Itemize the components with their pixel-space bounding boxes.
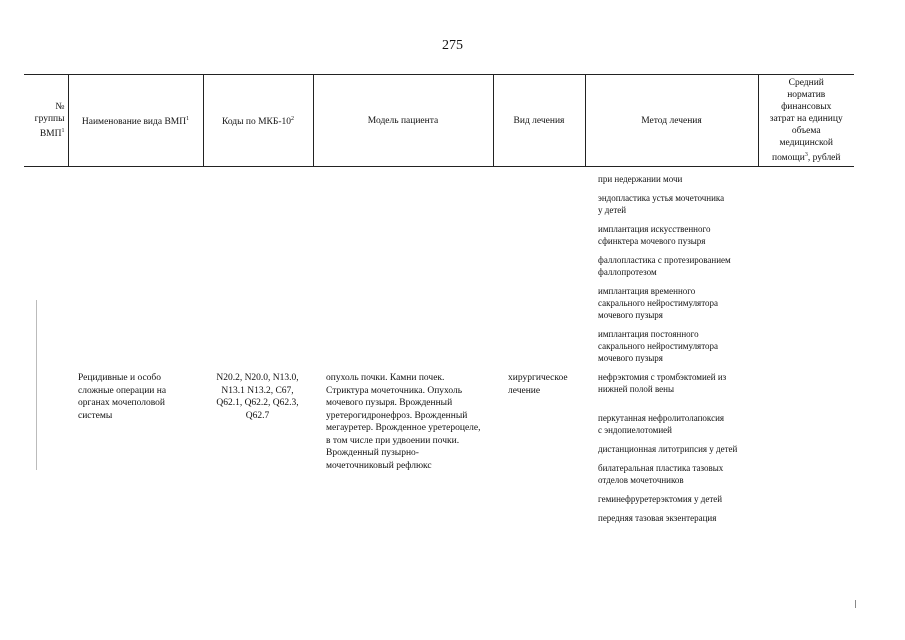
method-item: эндопластика устья мочеточника у детей <box>598 193 725 215</box>
header-vmp-name: Наименование вида ВМП$^1$ <box>68 75 203 167</box>
cell-icd-codes: N20.2, N20.0, N13.0, N13.1 N13.2, C67, Q62.1, Q62.2, Q62.3, Q62.7 <box>216 373 299 421</box>
method-item: при недержании мочи <box>598 174 683 184</box>
margin-line <box>36 300 37 470</box>
method-item: имплантация искусственного сфинктера мочевого пузыря <box>598 224 711 246</box>
method-item: фаллопластика с протезированием фаллопротезом <box>598 255 731 277</box>
method-item: имплантация постоянного сакрального нейростимулятора мочевого пузыря <box>598 329 719 363</box>
method-item: нефрэктомия с тромбэктомией из нижней полой вены <box>598 372 727 394</box>
cell-patient-model: опухоль почки. Камни почек. Стриктура мочеточника. Опухоль мочевого пузыря. Врожденный уретерогидронефроз. Врожденный мегауретер. Врожденное уретероцеле, в том числе при удвоении почки. Врожденный пузырно- мочеточниковый рефлюкс <box>326 373 481 471</box>
header-icd-codes: Коды по МКБ-$10^2$ <box>203 75 313 167</box>
scan-mark <box>855 600 856 608</box>
method-item: дистанционная литотрипсия у детей <box>598 444 738 454</box>
methods-list <box>598 173 768 531</box>
method-item: перкутанная нефролитолапоксия с эндопиелотомией <box>598 413 725 435</box>
header-treatment-method: Метод лечения <box>585 75 758 167</box>
header-group-number: № группы ВМП$^1$ <box>24 75 68 167</box>
method-item: передняя тазовая экзентерация <box>598 513 717 523</box>
table-header <box>24 74 854 167</box>
cell-vmp-name: Рецидивные и особо сложные операции на органах мочеполовой системы <box>78 373 167 421</box>
page-number: 275 <box>442 38 463 53</box>
method-item: геминефруретерэктомия у детей <box>598 494 723 504</box>
header-treatment-type: Вид лечения <box>493 75 585 167</box>
method-item: билатеральная пластика тазовых отделов мочеточников <box>598 463 724 485</box>
method-item: имплантация временного сакрального нейростимулятора мочевого пузыря <box>598 286 719 320</box>
cell-treatment-type: хирургическое лечение <box>508 373 568 396</box>
header-patient-model: Модель пациента <box>313 75 493 167</box>
header-cost: Средний норматив финансовых затрат на единицу объема медицинской помощи$^3$, рублей <box>758 75 854 167</box>
